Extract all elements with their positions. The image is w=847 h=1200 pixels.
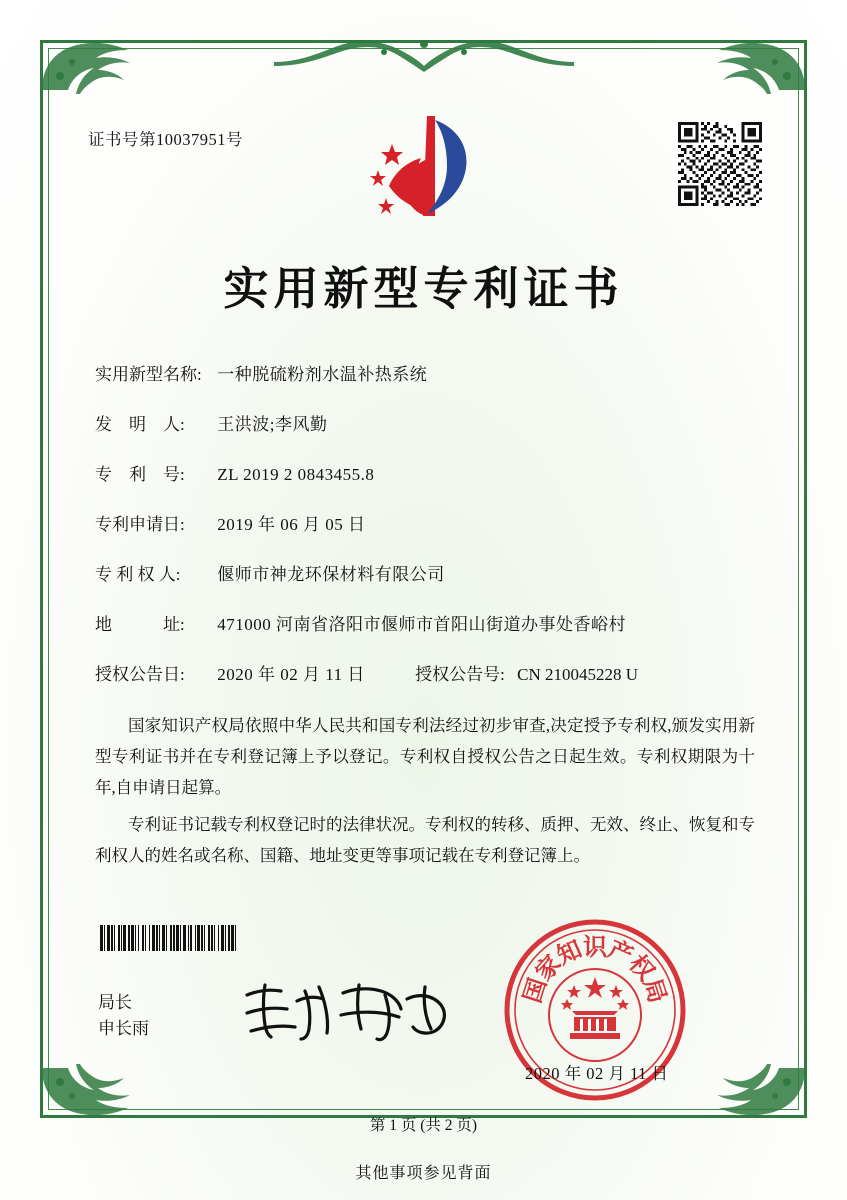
signature-block	[98, 990, 149, 1042]
legal-paragraph-2: 专利证书记载专利权登记时的法律状况。专利权的转移、质押、无效、终止、恢复和专利权人的姓名或名称、国籍、地址变更等事项记载在专利登记簿上。	[95, 815, 755, 865]
svg-text:家: 家	[529, 948, 567, 987]
field-row-grant-announcement	[95, 660, 755, 710]
field-row-patent-number	[95, 460, 755, 510]
seal-date: 2020 年 02 月 11 日	[525, 1064, 669, 1083]
field-row-patentee	[95, 560, 755, 610]
page-title: 实用新型专利证书	[223, 262, 624, 315]
field-value: 王洪波;李风勤	[217, 415, 328, 434]
field-label: 专 利 号:	[95, 465, 185, 484]
field-label: 专利申请日:	[95, 515, 185, 534]
director-title-label: 局长	[98, 993, 132, 1012]
qr-code-icon	[678, 122, 762, 206]
field-row-utility-model-name	[95, 360, 755, 410]
field-label-grant-number: 授权公告号:	[415, 665, 505, 684]
cnipa-emblem-logo-icon	[365, 110, 485, 228]
handwritten-signature-icon	[235, 975, 455, 1045]
back-side-note: 其他事项参见背面	[355, 1165, 492, 1182]
field-value-grant-number: CN 210045228 U	[517, 665, 639, 684]
field-label: 专 利 权 人:	[95, 565, 181, 584]
field-row-application-date	[95, 510, 755, 560]
field-label: 实用新型名称:	[95, 365, 202, 384]
field-value: 一种脱硫粉剂水温补热系统	[217, 365, 428, 384]
field-value: ZL 2019 2 0843455.8	[217, 465, 375, 484]
svg-text:局: 局	[637, 974, 673, 1007]
legal-paragraph-1: 国家知识产权局依照中华人民共和国专利法经过初步审查,决定授予专利权,颁发实用新型专利证书并在专利登记簿上予以登记。专利权自授权公告之日起生效。专利权期限为十年,自申请日起算。	[95, 716, 755, 797]
field-value-grant-date: 2020 年 02 月 11 日	[217, 665, 365, 684]
director-name-label: 申长雨	[98, 1019, 149, 1038]
certificate-fields	[95, 360, 755, 710]
svg-text:知: 知	[552, 933, 587, 971]
field-label: 地 址:	[95, 615, 185, 634]
field-row-inventor	[95, 410, 755, 460]
field-label: 发 明 人:	[95, 415, 185, 434]
field-label-grant-date: 授权公告日:	[95, 665, 185, 684]
legal-text-block	[95, 710, 755, 877]
certificate-number: 证书号第10037951号	[88, 130, 243, 149]
svg-text:产: 产	[603, 933, 638, 971]
field-value: 471000 河南省洛阳市偃师市首阳山街道办事处香峪村	[217, 615, 626, 634]
page-indicator: 第 1 页 (共 2 页)	[369, 1117, 478, 1134]
svg-text:权: 权	[623, 948, 661, 987]
svg-text:国: 国	[517, 974, 553, 1007]
field-row-address	[95, 610, 755, 660]
top-center-ornament-icon	[274, 32, 574, 72]
field-value: 2019 年 06 月 05 日	[217, 515, 366, 534]
svg-text:识: 识	[583, 932, 607, 961]
barcode-icon	[100, 925, 324, 951]
field-value: 偃师市神龙环保材料有限公司	[217, 565, 445, 584]
